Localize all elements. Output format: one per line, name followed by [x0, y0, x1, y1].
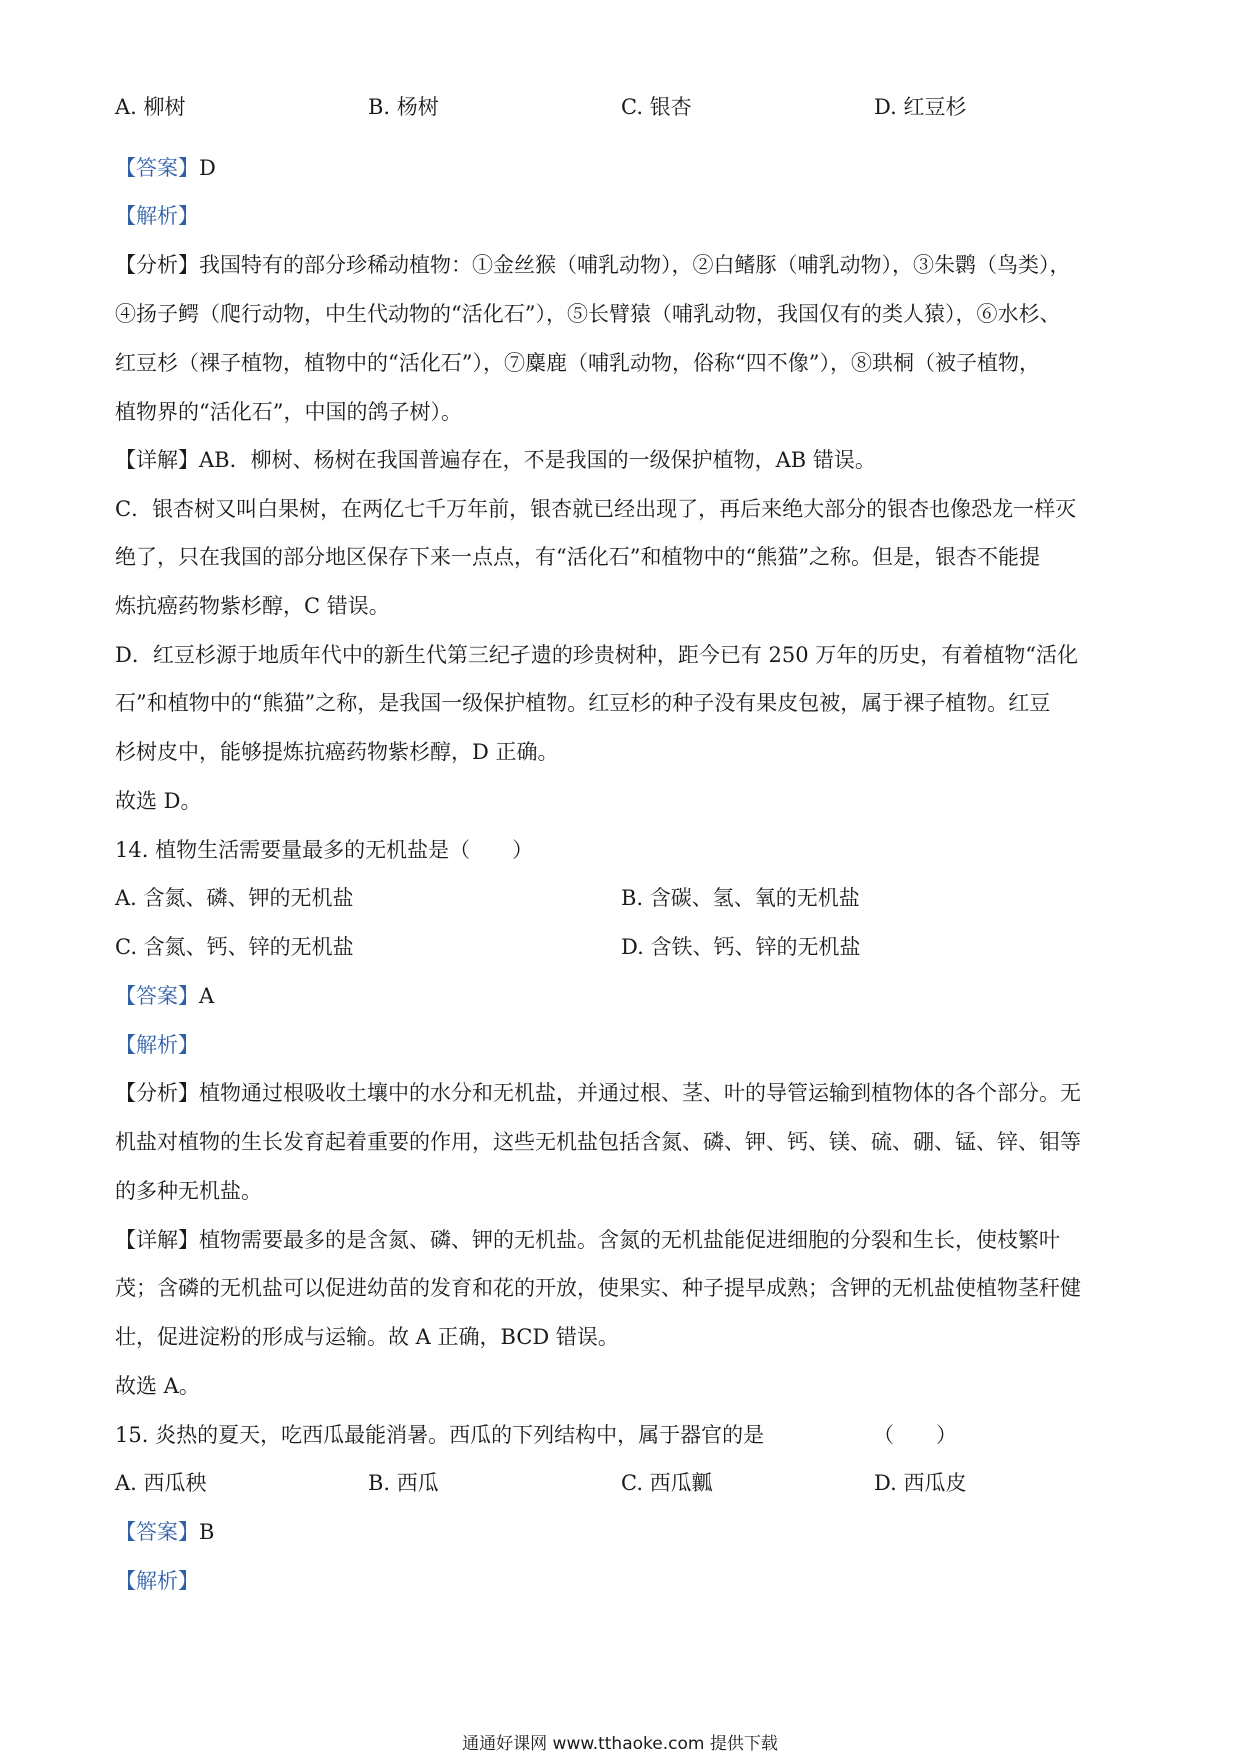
answer-value: D — [199, 156, 216, 180]
q14-detail-line-2: 茂；含磷的无机盐可以促进幼苗的发育和花的开放，使果实、种子提早成熟；含钾的无机盐使植物茎秆健 — [115, 1276, 1081, 1300]
q13-detail-line-7: 杉树皮中，能够提炼抗癌药物紫杉醇，D 正确。 — [115, 740, 559, 764]
q14-analysis-line-3: 的多种无机盐。 — [115, 1179, 262, 1203]
jiexi-label: 【解析】 — [115, 204, 199, 228]
answer-label: 【答案】 — [115, 1520, 199, 1544]
q13-jiexi — [115, 202, 1125, 230]
q14-option-c: C. 含氮、钙、锌的无机盐 — [115, 935, 354, 959]
q13-analysis-line-4: 植物界的“活化石”，中国的鸽子树）。 — [115, 400, 462, 424]
q15-option-d: D. 西瓜皮 — [874, 1471, 967, 1495]
q15-stem-row — [115, 1421, 1125, 1449]
q13-analysis-line-3: 红豆杉（裸子植物，植物中的“活化石”），⑦麋鹿（哺乳动物，俗称“四不像”），⑧珙桐（被子植物， — [115, 351, 1040, 375]
detail-label: 【详解】 — [115, 448, 199, 472]
q13-detail-line-6: 石”和植物中的“熊猫”之称，是我国一级保护植物。红豆杉的种子没有果皮包被，属于裸子植物。红豆 — [115, 691, 1051, 715]
q14-analysis-line-2: 机盐对植物的生长发育起着重要的作用，这些无机盐包括含氮、磷、钾、钙、镁、硫、硼、锰、锌、钼等 — [115, 1130, 1081, 1154]
jiexi-label: 【解析】 — [115, 1033, 199, 1057]
q14-detail-line-3: 壮，促进淀粉的形成与运输。故 A 正确，BCD 错误。 — [115, 1325, 619, 1349]
q13-analysis-line-1 — [115, 251, 1125, 279]
answer-label: 【答案】 — [115, 156, 199, 180]
q15-option-c: C. 西瓜瓤 — [621, 1471, 713, 1495]
answer-value: A — [199, 984, 215, 1008]
page-footer[interactable]: 通通好课网 www.tthaoke.com 提供下载 — [462, 1734, 778, 1754]
q13-option-c: C. 银杏 — [621, 95, 692, 119]
detail-text: AB．柳树、杨树在我国普遍存在，不是我国的一级保护植物，AB 错误。 — [199, 448, 876, 472]
q13-detail-line-3: 绝了，只在我国的部分地区保存下来一点点，有“活化石”和植物中的“熊猫”之称。但是，银杏不能提 — [115, 545, 1040, 569]
q14-option-d: D. 含铁、钙、锌的无机盐 — [621, 935, 861, 959]
analysis-label: 【分析】 — [115, 253, 199, 277]
q15-option-b: B. 西瓜 — [368, 1471, 439, 1495]
q13-analysis-line-2: ④扬子鳄（爬行动物，中生代动物的“活化石”），⑤长臂猿（哺乳动物，我国仅有的类人猿），⑥水杉、 — [115, 302, 1061, 326]
analysis-text: 我国特有的部分珍稀动植物：①金丝猴（哺乳动物），②白鳍豚（哺乳动物），③朱鹮（鸟类）， — [199, 253, 1071, 277]
analysis-text: 植物通过根吸收土壤中的水分和无机盐，并通过根、茎、叶的导管运输到植物体的各个部分。无 — [199, 1081, 1081, 1105]
q14-jiexi — [115, 1031, 1125, 1059]
q14-detail-line-4: 故选 A。 — [115, 1374, 200, 1398]
q13-detail-line-8: 故选 D。 — [115, 789, 202, 813]
q13-detail-line-2: C．银杏树又叫白果树，在两亿七千万年前，银杏就已经出现了，再后来绝大部分的银杏也像恐龙一样灭 — [115, 497, 1077, 521]
q13-option-d: D. 红豆杉 — [874, 95, 967, 119]
detail-label: 【详解】 — [115, 1228, 199, 1252]
analysis-label: 【分析】 — [115, 1081, 199, 1105]
jiexi-label: 【解析】 — [115, 1569, 199, 1593]
q13-detail-line-5: D．红豆杉源于地质年代中的新生代第三纪孑遗的珍贵树种，距今已有 250 万年的历史，有着植物“活化 — [115, 643, 1079, 667]
q14-answer — [115, 982, 1125, 1010]
q13-answer — [115, 154, 1125, 182]
q13-detail-line-4: 炼抗癌药物紫杉醇，C 错误。 — [115, 594, 390, 618]
q15-jiexi — [115, 1567, 1125, 1595]
q15-bracket: （ ） — [873, 1423, 957, 1447]
q15-option-a: A. 西瓜秧 — [115, 1471, 207, 1495]
q14-detail-line-1 — [115, 1226, 1125, 1254]
q15-answer — [115, 1518, 1125, 1546]
q14-option-b: B. 含碳、氢、氧的无机盐 — [621, 886, 860, 910]
detail-text: 植物需要最多的是含氮、磷、钾的无机盐。含氮的无机盐能促进细胞的分裂和生长，使枝繁叶 — [199, 1228, 1060, 1252]
q13-option-b: B. 杨树 — [368, 95, 439, 119]
q14-analysis-line-1 — [115, 1079, 1125, 1107]
answer-label: 【答案】 — [115, 984, 199, 1008]
q13-detail-line-1 — [115, 446, 1125, 474]
q14-option-a: A. 含氮、磷、钾的无机盐 — [115, 886, 354, 910]
q13-option-a: A. 柳树 — [115, 95, 186, 119]
q14-stem: 14. 植物生活需要量最多的无机盐是（ ） — [115, 838, 534, 862]
answer-value: B — [199, 1520, 215, 1544]
q15-stem: 15. 炎热的夏天，吃西瓜最能消暑。西瓜的下列结构中，属于器官的是 — [115, 1423, 765, 1447]
